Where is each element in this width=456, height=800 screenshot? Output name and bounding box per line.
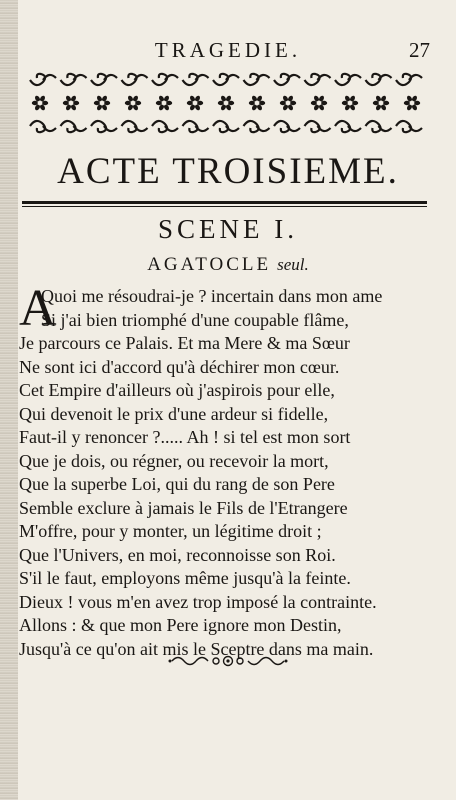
verse-line: M'offre, pour y monter, un légitime droit ; bbox=[19, 521, 322, 541]
fleuron-scroll-mark bbox=[183, 121, 209, 132]
running-title: TRAGEDIE. bbox=[154, 38, 302, 62]
fleuron-scroll-mark bbox=[244, 74, 270, 85]
fleuron-band-icon bbox=[24, 68, 428, 138]
fleuron-rosette-mark bbox=[311, 95, 327, 111]
fleuron-scroll-mark bbox=[152, 74, 178, 85]
verse-line: Jusqu'à ce qu'on ait mis le Sceptre dans ma main. bbox=[19, 638, 374, 659]
drop-cap: A bbox=[19, 280, 57, 337]
stage-direction: seul. bbox=[277, 255, 309, 274]
act-title: ACTE TROISIEME. bbox=[57, 151, 399, 192]
verse-line: Qui devenoit le prix d'une ardeur si fidelle, bbox=[19, 403, 329, 424]
verse-line: Quoi me résoudrai-je ? incertain dans mon ame bbox=[41, 286, 383, 306]
fleuron-scroll-mark bbox=[91, 121, 117, 132]
fleuron-scroll-mark bbox=[274, 121, 300, 132]
fleuron-rosette-mark bbox=[156, 95, 172, 111]
fleuron-rosette-mark bbox=[32, 95, 48, 111]
verse-line: Je parcours ce Palais. Et ma Mere & ma Sœur bbox=[19, 333, 350, 353]
fleuron-scroll-mark bbox=[396, 121, 422, 132]
fleuron-scroll-mark bbox=[30, 121, 56, 132]
verse-line: Cet Empire d'ailleurs où j'aspirois pour elle, bbox=[19, 380, 335, 400]
verse-line: Ne sont ici d'accord qu'à déchirer mon cœur. bbox=[19, 356, 340, 377]
act-divider-rule bbox=[22, 201, 427, 207]
fleuron-rosette-mark bbox=[373, 95, 389, 111]
page-number: 27 bbox=[409, 38, 430, 62]
fleuron-scroll-mark bbox=[396, 74, 422, 85]
verse-line: Allons : & que mon Pere ignore mon Destin, bbox=[19, 615, 342, 635]
fleuron-scroll-mark bbox=[213, 121, 239, 132]
running-head bbox=[0, 38, 456, 64]
verse-block bbox=[19, 280, 439, 661]
fleuron-rosette-mark bbox=[125, 95, 141, 111]
fleuron-scroll-mark bbox=[152, 121, 178, 132]
scene-title: SCENE I. bbox=[158, 214, 298, 244]
fleuron-tailpiece-icon bbox=[168, 652, 288, 670]
verse-line: Dieux ! vous m'en avez trop imposé la contrainte. bbox=[19, 591, 377, 612]
fleuron-rosette-mark bbox=[94, 95, 110, 111]
verse-line: Si j'ai bien triomphé d'une coupable flâme, bbox=[41, 309, 349, 330]
speaker-name: AGATOCLE bbox=[147, 254, 272, 275]
fleuron-rosette-mark bbox=[218, 95, 234, 111]
fleuron-scroll-mark bbox=[305, 74, 331, 85]
fleuron-scroll-mark bbox=[335, 74, 361, 85]
fleuron-scroll-mark bbox=[61, 121, 87, 132]
fleuron-row-rosettes bbox=[32, 95, 420, 111]
fleuron-scroll-mark bbox=[274, 74, 300, 85]
fleuron-scroll-mark bbox=[122, 74, 148, 85]
verse-line: Que la superbe Loi, qui du rang de son Pere bbox=[19, 474, 335, 494]
fleuron-rosette-mark bbox=[63, 95, 79, 111]
fleuron-scroll-mark bbox=[122, 121, 148, 132]
fleuron-rosette-mark bbox=[187, 95, 203, 111]
fleuron-rosette-mark bbox=[404, 95, 420, 111]
divider-thick-line bbox=[22, 201, 427, 204]
fleuron-scroll-mark bbox=[213, 74, 239, 85]
fleuron-scroll-mark bbox=[91, 74, 117, 85]
fleuron-scroll-mark bbox=[30, 74, 56, 85]
fleuron-scroll-mark bbox=[183, 74, 209, 85]
fleuron-row-scroll bbox=[30, 74, 422, 85]
verse-line: S'il le faut, employons même jusqu'à la feinte. bbox=[19, 568, 351, 588]
fleuron-scroll-mark bbox=[366, 74, 392, 85]
fleuron-scroll-mark bbox=[366, 121, 392, 132]
fleuron-scroll-mark bbox=[335, 121, 361, 132]
verse-line: Faut-il y renoncer ?..... Ah ! si tel est mon sort bbox=[19, 427, 351, 447]
page-gutter-shadow bbox=[0, 0, 18, 800]
verse-line: Que je dois, ou régner, ou recevoir la mort, bbox=[19, 450, 329, 471]
fleuron-scroll-mark bbox=[305, 121, 331, 132]
verse-line: Que l'Univers, en moi, reconnoisse son Roi. bbox=[19, 544, 336, 565]
fleuron-scroll-mark bbox=[61, 74, 87, 85]
fleuron-rosette-mark bbox=[280, 95, 296, 111]
divider-thin-line bbox=[22, 206, 427, 207]
fleuron-row-scroll bbox=[30, 121, 422, 132]
fleuron-rosette-mark bbox=[342, 95, 358, 111]
fleuron-scroll-mark bbox=[244, 121, 270, 132]
fleuron-rosette-mark bbox=[249, 95, 265, 111]
verse-line: Semble exclure à jamais le Fils de l'Etrangere bbox=[19, 497, 348, 518]
speaker-heading bbox=[0, 254, 456, 276]
